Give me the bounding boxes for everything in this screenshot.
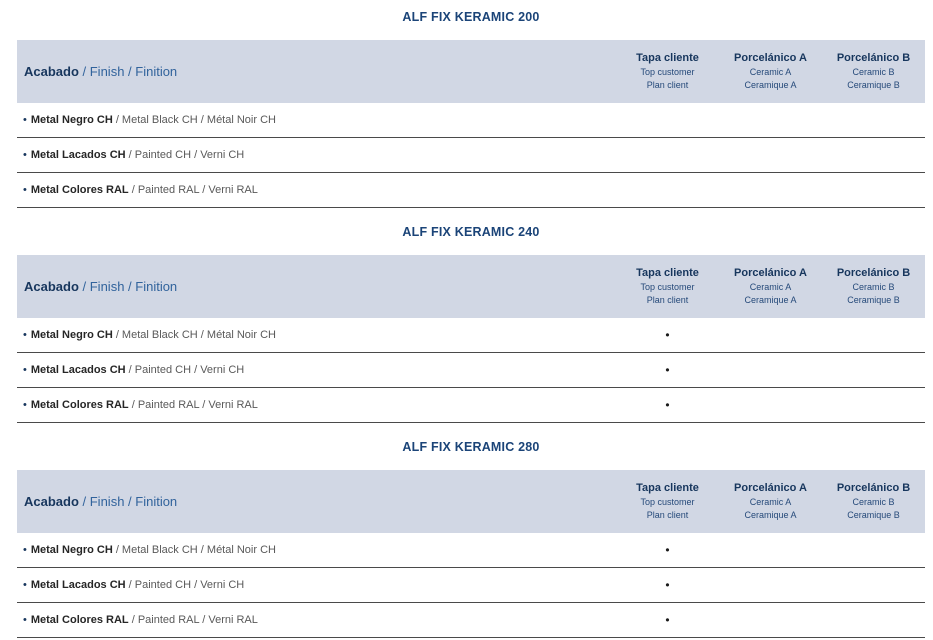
finish-name: Metal Colores RAL — [30, 399, 129, 411]
table-row — [17, 318, 925, 353]
row-bullet-icon: • — [23, 114, 27, 126]
finish-name-translations: / Painted CH / Verni CH — [125, 579, 245, 591]
column-subtitle-fr: Ceramique A — [744, 510, 797, 520]
column-title: Porcelánico B — [836, 267, 911, 279]
finish-label-secondary: / Finish / Finition — [78, 64, 178, 79]
availability-column-header — [822, 266, 925, 307]
finish-availability-table — [17, 255, 925, 423]
finish-name-translations: / Painted CH / Verni CH — [125, 364, 245, 376]
column-title: Tapa cliente — [636, 267, 699, 279]
column-subtitle-en: Ceramic A — [749, 67, 792, 77]
section-title: ALF FIX KERAMIC 240 — [402, 225, 540, 239]
column-subtitle-fr: Ceramique B — [847, 295, 900, 305]
row-bullet-icon: • — [23, 364, 27, 376]
finish-name-cell — [17, 544, 616, 556]
table-row — [17, 138, 925, 173]
column-subtitle-fr: Plan client — [646, 80, 689, 90]
finish-name-cell — [17, 149, 616, 161]
availability-column-header — [616, 51, 719, 92]
column-title: Tapa cliente — [636, 482, 699, 494]
finish-name: Metal Negro CH — [30, 329, 113, 341]
column-subtitle-fr: Plan client — [646, 295, 689, 305]
finish-availability-table — [17, 470, 925, 638]
column-title: Porcelánico A — [734, 267, 807, 279]
table-body — [17, 533, 925, 638]
finish-column-header — [17, 494, 616, 509]
column-subtitle-en: Top customer — [640, 67, 695, 77]
column-subtitle-fr: Ceramique B — [847, 80, 900, 90]
availability-column-header — [719, 481, 822, 522]
table-header-row — [17, 470, 925, 533]
finish-name: Metal Negro CH — [30, 544, 113, 556]
row-bullet-icon: • — [23, 544, 27, 556]
availability-column-header — [822, 51, 925, 92]
table-header-row — [17, 40, 925, 103]
finish-column-header — [17, 64, 616, 79]
table-header-row — [17, 255, 925, 318]
column-subtitle-en: Ceramic B — [852, 497, 895, 507]
finish-name-cell — [17, 329, 616, 341]
column-subtitle-en: Ceramic B — [852, 67, 895, 77]
column-subtitle-fr: Ceramique A — [744, 295, 797, 305]
availability-dot-cell — [616, 364, 719, 376]
row-bullet-icon: • — [23, 329, 27, 341]
availability-dot-cell — [616, 614, 719, 626]
table-body — [17, 318, 925, 423]
table-row — [17, 533, 925, 568]
finish-name: Metal Negro CH — [30, 114, 113, 126]
availability-dot-icon: • — [665, 578, 670, 592]
finish-label-secondary: / Finish / Finition — [78, 494, 178, 509]
availability-dot-cell — [616, 329, 719, 341]
column-subtitle-fr: Ceramique A — [744, 80, 797, 90]
row-bullet-icon: • — [23, 149, 27, 161]
finish-name-translations: / Painted RAL / Verni RAL — [128, 399, 258, 411]
availability-dot-cell — [616, 544, 719, 556]
finish-name-cell — [17, 399, 616, 411]
availability-dot-cell — [616, 399, 719, 411]
column-subtitle-en: Top customer — [640, 282, 695, 292]
section-title: ALF FIX KERAMIC 280 — [402, 440, 540, 454]
table-row — [17, 353, 925, 388]
column-subtitle-fr: Plan client — [646, 510, 689, 520]
column-subtitle-en: Ceramic B — [852, 282, 895, 292]
table-row — [17, 603, 925, 638]
column-subtitle-en: Ceramic A — [749, 282, 792, 292]
availability-dot-icon: • — [665, 398, 670, 412]
column-title: Porcelánico A — [734, 482, 807, 494]
availability-dot-icon: • — [665, 363, 670, 377]
finish-availability-table — [17, 40, 925, 208]
table-row — [17, 568, 925, 603]
product-table-section — [17, 0, 925, 208]
finish-label-primary: Acabado — [24, 64, 79, 79]
finish-label-primary: Acabado — [24, 279, 79, 294]
finish-name-cell — [17, 614, 616, 626]
availability-column-header — [719, 51, 822, 92]
finish-name: Metal Lacados CH — [30, 364, 126, 376]
finish-name: Metal Colores RAL — [30, 614, 129, 626]
column-title: Porcelánico B — [836, 52, 911, 64]
column-title: Porcelánico A — [734, 52, 807, 64]
availability-column-header — [822, 481, 925, 522]
finish-name-cell — [17, 184, 616, 196]
finish-name-cell — [17, 364, 616, 376]
availability-column-header — [719, 266, 822, 307]
column-title: Porcelánico B — [836, 482, 911, 494]
finish-name-translations: / Metal Black CH / Métal Noir CH — [112, 544, 276, 556]
column-subtitle-en: Ceramic A — [749, 497, 792, 507]
availability-dot-icon: • — [665, 543, 670, 557]
finish-name: Metal Colores RAL — [30, 184, 129, 196]
column-title: Tapa cliente — [636, 52, 699, 64]
row-bullet-icon: • — [23, 399, 27, 411]
availability-dot-cell — [616, 579, 719, 591]
product-table-section — [17, 423, 925, 638]
table-body — [17, 103, 925, 208]
section-title: ALF FIX KERAMIC 200 — [402, 10, 540, 24]
finish-name: Metal Lacados CH — [30, 579, 126, 591]
row-bullet-icon: • — [23, 184, 27, 196]
table-row — [17, 388, 925, 423]
finish-column-header — [17, 279, 616, 294]
finish-name-translations: / Painted RAL / Verni RAL — [128, 184, 258, 196]
finish-name: Metal Lacados CH — [30, 149, 126, 161]
table-row — [17, 173, 925, 208]
finish-name-translations: / Metal Black CH / Métal Noir CH — [112, 329, 276, 341]
finish-label-primary: Acabado — [24, 494, 79, 509]
availability-column-header — [616, 481, 719, 522]
availability-column-header — [616, 266, 719, 307]
table-row — [17, 103, 925, 138]
finish-name-cell — [17, 579, 616, 591]
availability-dot-icon: • — [665, 613, 670, 627]
finish-label-secondary: / Finish / Finition — [78, 279, 178, 294]
finish-name-translations: / Metal Black CH / Métal Noir CH — [112, 114, 276, 126]
column-subtitle-en: Top customer — [640, 497, 695, 507]
row-bullet-icon: • — [23, 614, 27, 626]
finish-name-translations: / Painted RAL / Verni RAL — [128, 614, 258, 626]
product-table-section — [17, 208, 925, 423]
finish-name-translations: / Painted CH / Verni CH — [125, 149, 245, 161]
row-bullet-icon: • — [23, 579, 27, 591]
finish-name-cell — [17, 114, 616, 126]
column-subtitle-fr: Ceramique B — [847, 510, 900, 520]
availability-dot-icon: • — [665, 328, 670, 342]
